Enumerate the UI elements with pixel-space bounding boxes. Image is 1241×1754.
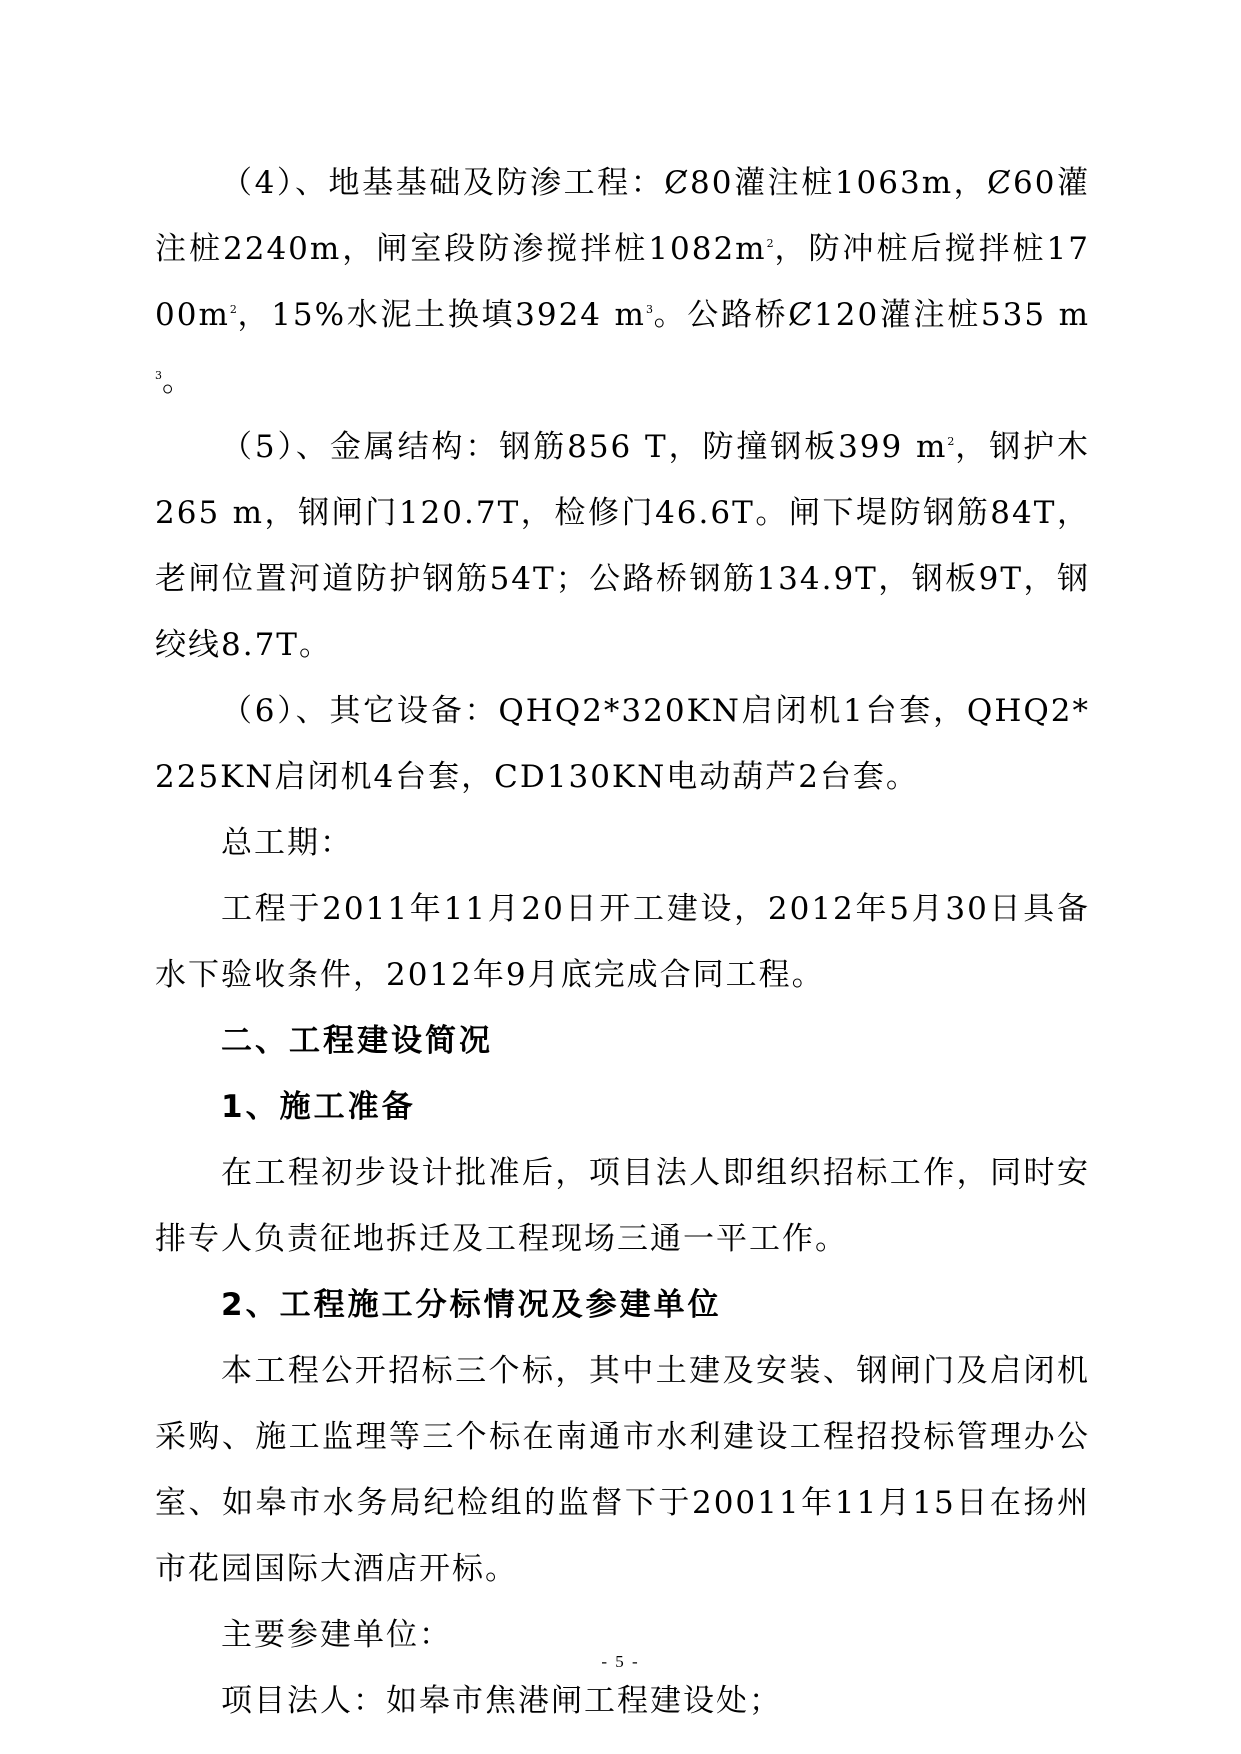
foundation-text-a: （4）、地基基础及防渗工程：Ȼ80灌注桩1063m，Ȼ60灌注桩2240m，闸室段防渗搅拌桩1082m [155,165,1090,267]
paragraph-duration: 工程于2011年11月20日开工建设，2012年5月30日具备水下验收条件，2012年9月底完成合同工程。 [155,891,1090,993]
duration-label: 总工期： [221,825,353,861]
document-page [155,150,1090,1734]
metal-text-b: ，钢护木265 m，钢闸门120.7T，检修门46.6T。闸下堤防钢筋84T，老闸位置河道防护钢筋54T；公路桥钢筋134.9T，钢板9T，钢绞线8.7T。 [155,429,1090,663]
foundation-text-c: ，15%水泥土换填3924 m [236,297,646,333]
paragraph-project-owner: 项目法人：如皋市焦港闸工程建设处； [221,1683,782,1719]
foundation-text-e: 。 [162,363,195,399]
paragraph-foundation [155,150,1090,414]
superscript-2: 2 [766,237,774,250]
superscript-2: 2 [229,303,237,316]
paragraph-preparation: 在工程初步设计批准后，项目法人即组织招标工作，同时安排专人负责征地拆迁及工程现场三通一平工作。 [155,1155,1090,1257]
superscript-3: 3 [645,303,653,316]
metal-text-a: （5）、金属结构：钢筋856 T，防撞钢板399 m [221,429,948,465]
paragraph-bidding: 本工程公开招标三个标，其中土建及安装、钢闸门及启闭机采购、施工监理等三个标在南通市水利建设工程招投标管理办公室、如皋市水务局纪检组的监督下于20011年11月15日在扬州市花园国际大酒店开标。 [155,1353,1090,1587]
subheading-construction-preparation: 1、施工准备 [221,1089,416,1125]
superscript-3: 3 [155,369,162,382]
foundation-text-d: 。公路桥Ȼ120灌注桩535 m [652,297,1090,333]
superscript-2: 2 [947,435,955,448]
participants-label: 主要参建单位： [221,1617,452,1653]
page-number: - 5 - [601,1652,640,1671]
subheading-bidding-and-participants: 2、工程施工分标情况及参建单位 [221,1287,722,1323]
paragraph-metal-structure [155,414,1090,678]
foundation-text-b: ，防冲桩后搅拌桩1700m [155,231,1090,333]
paragraph-other-equipment: （6）、其它设备：QHQ2*320KN启闭机1台套，QHQ2*225KN启闭机4台套，CD130KN电动葫芦2台套。 [155,693,1090,795]
section-heading-construction-overview: 二、工程建设简况 [221,1023,493,1059]
